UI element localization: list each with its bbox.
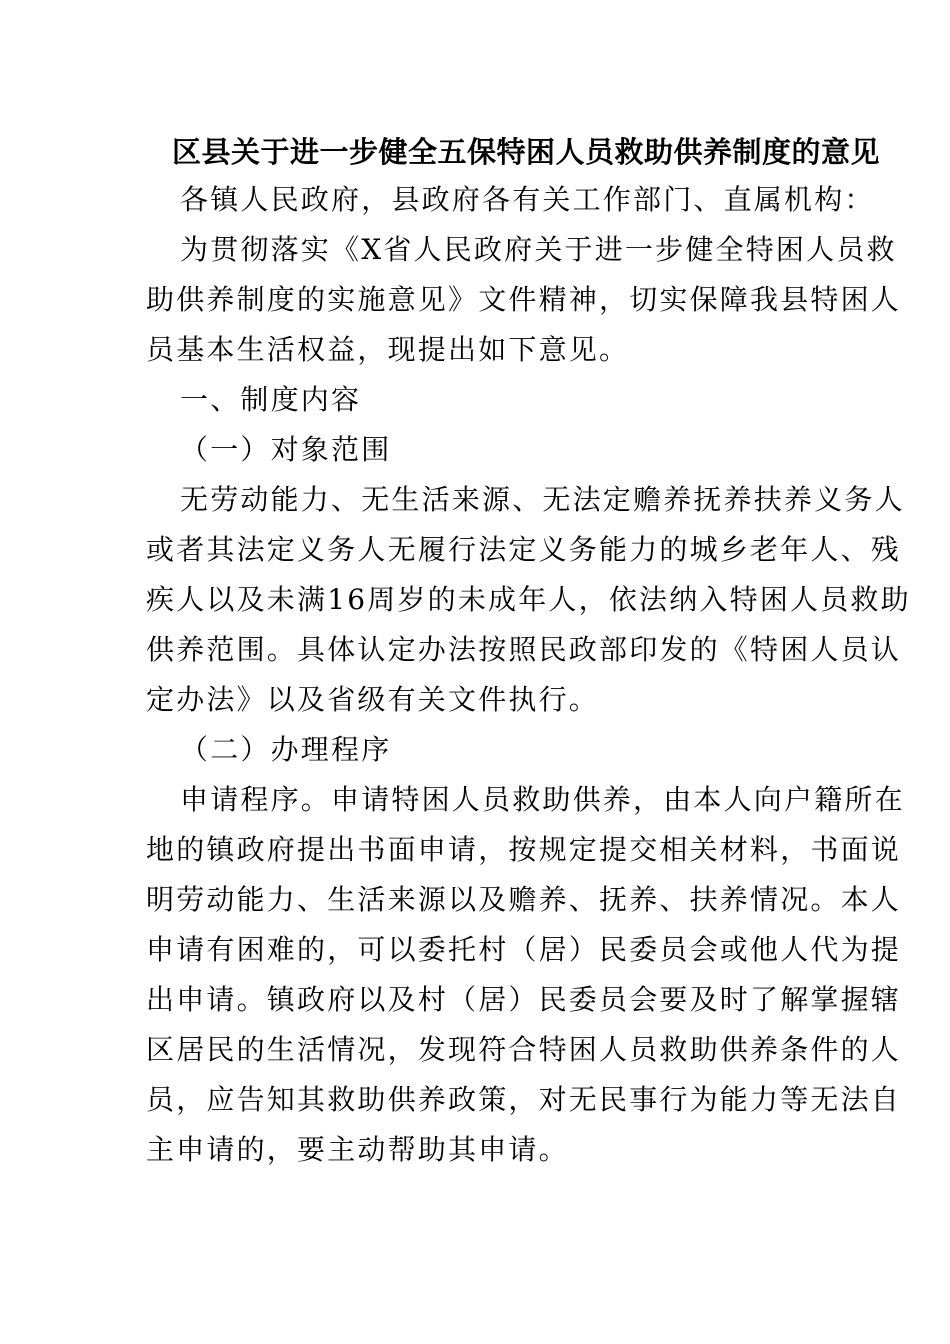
paragraph-line: 无劳动能力、无生活来源、无法定赡养抚养扶养义务人 (180, 483, 905, 516)
paragraph-line: 申请有困难的，可以委托村（居）民委员会或他人代为提 (146, 933, 902, 966)
paragraph-line: 疾人以及未满16周岁的未成年人，依法纳入特困人员救助 (146, 583, 911, 616)
paragraph-line: 定办法》以及省级有关文件执行。 (146, 683, 600, 716)
paragraph-line: 出申请。镇政府以及村（居）民委员会要及时了解掌握辖 (146, 983, 902, 1016)
paragraph-line: 明劳动能力、生活来源以及赡养、抚养、扶养情况。本人 (146, 883, 902, 916)
paragraph-line: 地的镇政府提出书面申请，按规定提交相关材料，书面说 (146, 833, 902, 866)
subsection-heading: （一）对象范围 (180, 433, 392, 466)
salutation-line: 各镇人民政府，县政府各有关工作部门、直属机构： (180, 183, 875, 216)
paragraph-line: 员基本生活权益，现提出如下意见。 (146, 333, 630, 366)
subsection-heading: （二）办理程序 (180, 733, 392, 766)
paragraph-line: 助供养制度的实施意见》文件精神，切实保障我县特困人 (146, 283, 902, 316)
section-heading: 一、制度内容 (180, 383, 362, 416)
document-title: 区县关于进一步健全五保特困人员救助供养制度的意见 (172, 135, 881, 169)
paragraph-line: 或者其法定义务人无履行法定义务能力的城乡老年人、残 (146, 533, 902, 566)
paragraph-line: 员，应告知其救助供养政策，对无民事行为能力等无法自 (146, 1083, 902, 1116)
paragraph-line: 供养范围。具体认定办法按照民政部印发的《特困人员认 (146, 633, 902, 666)
paragraph-line: 为贯彻落实《X省人民政府关于进一步健全特困人员救 (180, 233, 897, 266)
paragraph-line: 申请程序。申请特困人员救助供养，由本人向户籍所在 (180, 783, 905, 816)
paragraph-line: 区居民的生活情况，发现符合特困人员救助供养条件的人 (146, 1033, 902, 1066)
paragraph-line: 主申请的，要主动帮助其申请。 (146, 1133, 569, 1166)
